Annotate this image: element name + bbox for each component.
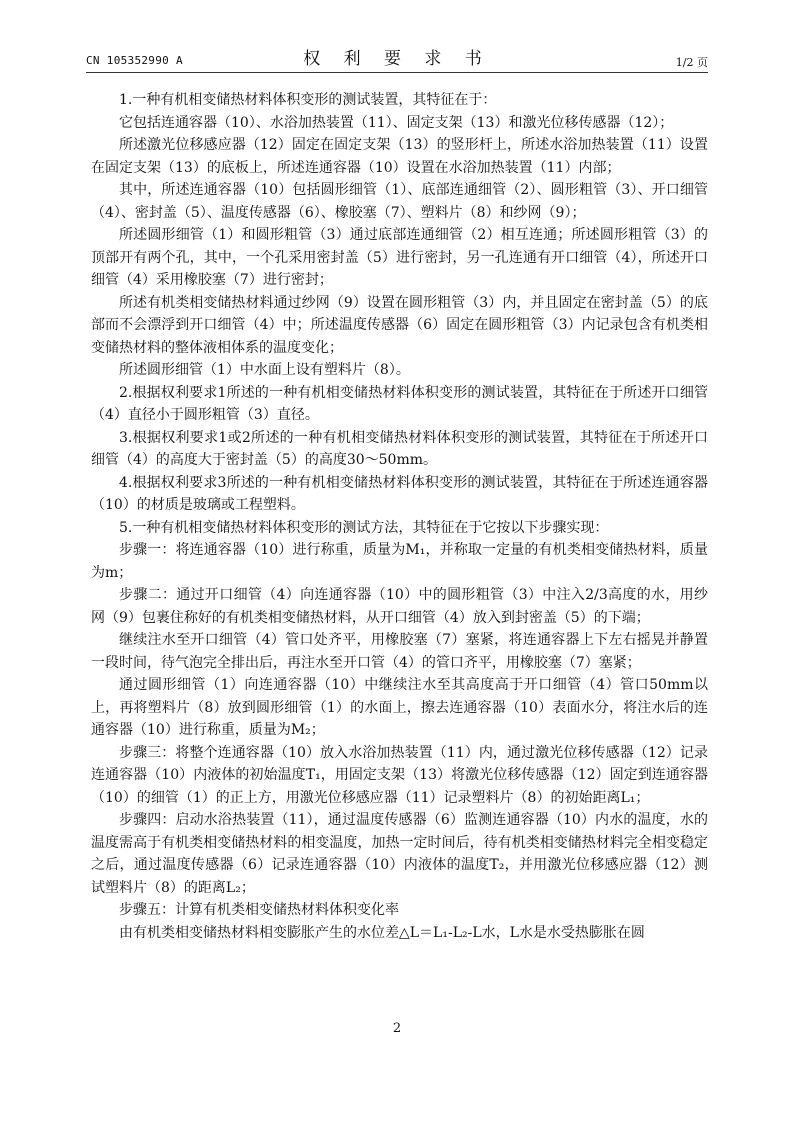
claim-paragraph: 步骤五：计算有机类相变储热材料体积变化率 (119, 902, 399, 918)
claim-paragraph: 继续注水至开口细管（4）管口处齐平，用橡胶塞（7）塞紧，将连通容器上下左右摇晃并静置一段时间，待气泡完全排出后，再注水至开口管（4）的管口齐平，用橡胶塞（7）塞紧； (91, 632, 708, 671)
claim-paragraph: 由有机类相变储热材料相变膨胀产生的水位差△L＝L₁-L₂-L水，L水是水受热膨胀在圆 (119, 924, 645, 941)
claim-paragraph: 其中，所述连通容器（10）包括圆形细管（1）、底部连通细管（2）、圆形粗管（3）、开口细管（4）、密封盖（5）、温度传感器（6）、橡胶塞（7）、塑料片（8）和纱网（9）； (91, 182, 708, 221)
document-header (86, 44, 708, 70)
claim-paragraph: 所述有机类相变储热材料通过纱网（9）设置在圆形粗管（3）内，并且固定在密封盖（5）的底部而不会漂浮到开口细管（4）中；所述温度传感器（6）固定在圆形粗管（3）内记录包含有机类相变储热材料的整体液相体系的温度变化； (91, 294, 708, 356)
claim-paragraph: 3.根据权利要求1或2所述的一种有机相变储热材料体积变形的测试装置，其特征在于所述开口细管（4）的高度大于密封盖（5）的高度30～50mm。 (91, 429, 708, 468)
page-indicator: 1/2 页 (675, 56, 708, 69)
header-rule (86, 72, 708, 73)
claim-paragraph: 5.一种有机相变储热材料体积变形的测试方法，其特征在于它按以下步骤实现： (119, 519, 609, 536)
claim-paragraph: 步骤四：启动水浴热装置（11），通过温度传感器（6）监测连通容器（10）内水的温度，水的温度需高于有机类相变储热材料的相变温度，加热一定时间后，待有机类相变储热材料完全相变稳定之后，通过温度传感器（6）记录连通容器（10）内液体的温度T₂，并用激光位移感应器（12）测试塑料片（8）的距离L₂； (91, 812, 708, 896)
claim-paragraph: 4.根据权利要求3所述的一种有机相变储热材料体积变形的测试装置，其特征在于所述连通容器（10）的材质是玻璃或工程塑料。 (91, 474, 708, 513)
claim-paragraph: 所述圆形细管（1）和圆形粗管（3）通过底部连通细管（2）相互连通；所述圆形粗管（3）的顶部开有两个孔，其中，一个孔采用密封盖（5）进行密封，另一孔连通有开口细管（4），所述开口细管（4）采用橡胶塞（7）进行密封； (91, 227, 708, 288)
claim-paragraph: 所述激光位移感应器（12）固定在固定支架（13）的竖形杆上，所述水浴加热装置（11）设置在固定支架（13）的底板上，所述连通容器（10）设置在水浴加热装置（11）内部； (91, 137, 708, 176)
claim-paragraph: 所述圆形细管（1）中水面上设有塑料片（8）。 (119, 362, 410, 378)
claim-paragraph: 步骤二：通过开口细管（4）向连通容器（10）中的圆形粗管（3）中注入2/3高度的水，用纱网（9）包裹住称好的有机类相变储热材料，从开口细管（4）放入到封密盖（5）的下端； (91, 587, 708, 626)
publication-number: CN 105352990 A (86, 54, 183, 67)
page-number: 2 (392, 1021, 402, 1036)
claims-body (91, 89, 708, 944)
claim-paragraph: 它包括连通容器（10）、水浴加热装置（11）、固定支架（13）和激光位移传感器（12）； (119, 114, 674, 131)
claim-paragraph: 步骤一：将连通容器（10）进行称重，质量为M₁，并称取一定量的有机类相变储热材料，质量为m； (91, 542, 708, 581)
claim-paragraph: 2.根据权利要求1所述的一种有机相变储热材料体积变形的测试装置，其特征在于所述开口细管（4）直径小于圆形粗管（3）直径。 (91, 384, 708, 423)
document-title: 权 利 要 求 书 (303, 49, 491, 69)
claim-paragraph: 1.一种有机相变储热材料体积变形的测试装置，其特征在于： (119, 92, 497, 108)
claim-paragraph: 步骤三：将整个连通容器（10）放入水浴加热装置（11）内，通过激光位移传感器（12）记录连通容器（10）内液体的初始温度T₁，用固定支架（13）将激光位移传感器（12）固定到连通容器（10）的细管（1）的正上方，用激光位移感应器（11）记录塑料片（8）的初始距离L₁； (91, 744, 708, 806)
claim-paragraph: 通过圆形细管（1）向连通容器（10）中继续注水至其高度高于开口细管（4）管口50mm以上，再将塑料片（8）放到圆形细管（1）的水面上，擦去连通容器（10）表面水分，将注水后的连通容器（10）进行称重，质量为M₂； (91, 677, 708, 738)
